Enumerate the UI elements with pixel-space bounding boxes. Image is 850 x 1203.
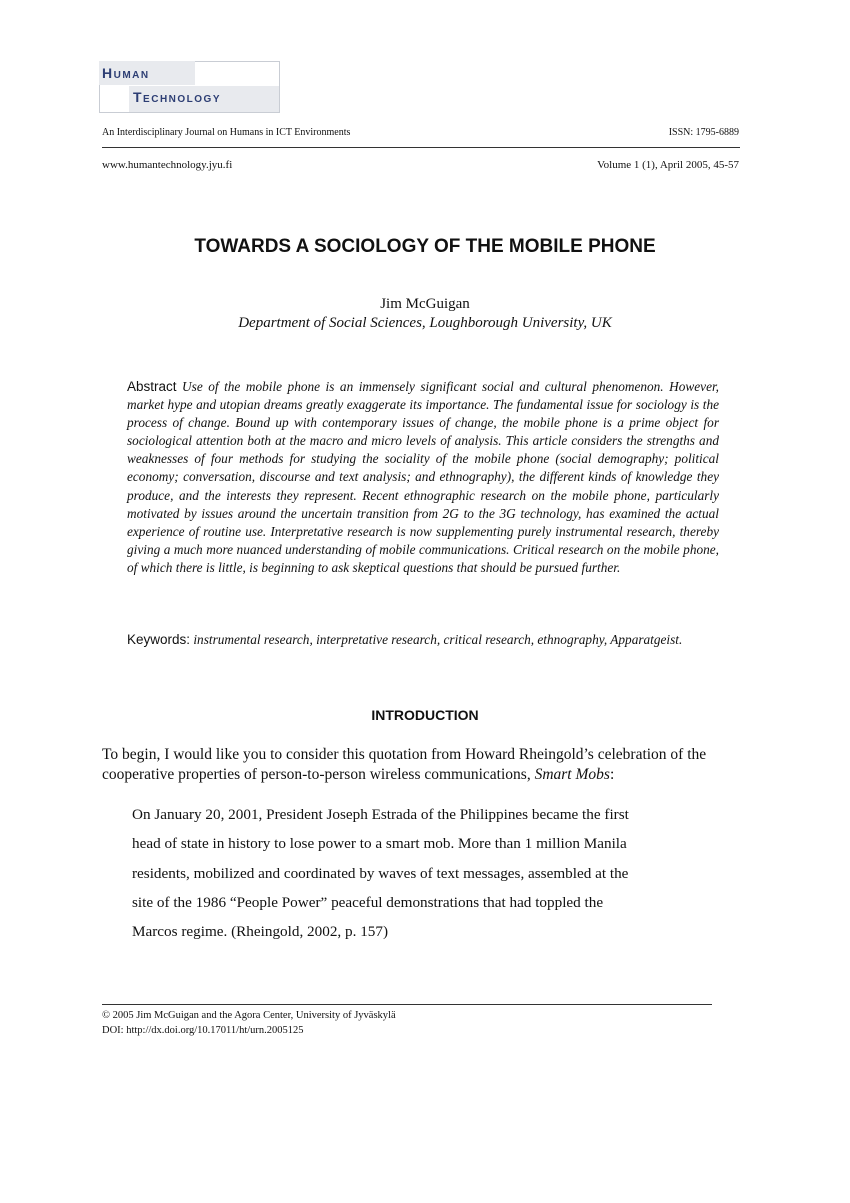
intro-paragraph bbox=[102, 745, 752, 785]
copyright-notice: © 2005 Jim McGuigan and the Agora Center, University of Jyväskylä bbox=[102, 1010, 396, 1021]
journal-subtitle: An Interdisciplinary Journal on Humans in ICT Environments bbox=[102, 127, 351, 138]
keywords-label: Keywords: bbox=[127, 632, 191, 647]
section-heading: INTRODUCTION bbox=[371, 707, 479, 723]
logo-word-human: Human bbox=[102, 65, 150, 81]
journal-logo bbox=[99, 61, 280, 113]
intro-end: : bbox=[609, 766, 615, 783]
volume-info: Volume 1 (1), April 2005, 45-57 bbox=[597, 159, 739, 171]
keywords-text: instrumental research, interpretative research, critical research, ethnography, Apparatgeist. bbox=[193, 632, 683, 647]
article-title: TOWARDS A SOCIOLOGY OF THE MOBILE PHONE bbox=[194, 236, 656, 257]
abstract-label: Abstract bbox=[127, 379, 177, 394]
quote-line: head of state in history to lose power to a smart mob. More than 1 million Manila bbox=[132, 835, 627, 853]
abstract-text: Use of the mobile phone is an immensely significant social and cultural phenomenon. However, market hype and utopian dreams greatly exaggerate its importance. The fundamental issue for sociology is the process of change. Bound up with contemporary issues of change, the mobile phone is a prime object for sociological attention both at the macro and micro levels of analysis. This article considers the strengths and weaknesses of four methods for studying the sociality of the mobile phone (social demography; political economy; conversation, discourse and text analysis; and ethnography), the different kinds of knowledge they produce, and the interests they represent. Recent ethnographic research on the mobile phone, particularly motivated by issues around the uncertain transition from 2G to the 3G technology, has examined the actual experience of routine use. Interpretative research is now supplementing purely instrumental research, thereby giving a much more nuanced understanding of mobile communications. Critical research on the mobile phone, of which there is little, is beginning to ask skeptical questions that should be pursued further. bbox=[127, 379, 719, 575]
quote-line: On January 20, 2001, President Joseph Estrada of the Philippines became the first bbox=[132, 806, 629, 823]
issn: ISSN: 1795-6889 bbox=[668, 127, 739, 138]
author-affiliation: Department of Social Sciences, Loughborough University, UK bbox=[238, 315, 612, 331]
intro-book-title: Smart Mobs bbox=[534, 766, 610, 783]
intro-text: To begin, I would like you to consider this quotation from Howard Rheingold’s celebration of the cooperative properties of person-to-person wireless communications, bbox=[102, 746, 707, 783]
keywords bbox=[127, 631, 719, 649]
header-divider bbox=[102, 147, 740, 148]
quote-line: site of the 1986 “People Power” peaceful demonstrations that had toppled the bbox=[132, 893, 604, 911]
quote-line: Marcos regime. (Rheingold, 2002, p. 157) bbox=[132, 923, 389, 941]
abstract bbox=[127, 378, 719, 577]
author-name: Jim McGuigan bbox=[380, 296, 470, 312]
footnote-divider bbox=[102, 1004, 712, 1005]
doi-link[interactable]: DOI: http://dx.doi.org/10.17011/ht/urn.2005125 bbox=[102, 1025, 304, 1036]
logo-word-technology: Technology bbox=[133, 89, 221, 105]
quote-line: residents, mobilized and coordinated by waves of text messages, assembled at the bbox=[132, 864, 629, 882]
block-quote bbox=[132, 804, 732, 950]
journal-website-link[interactable]: www.humantechnology.jyu.fi bbox=[102, 159, 233, 171]
